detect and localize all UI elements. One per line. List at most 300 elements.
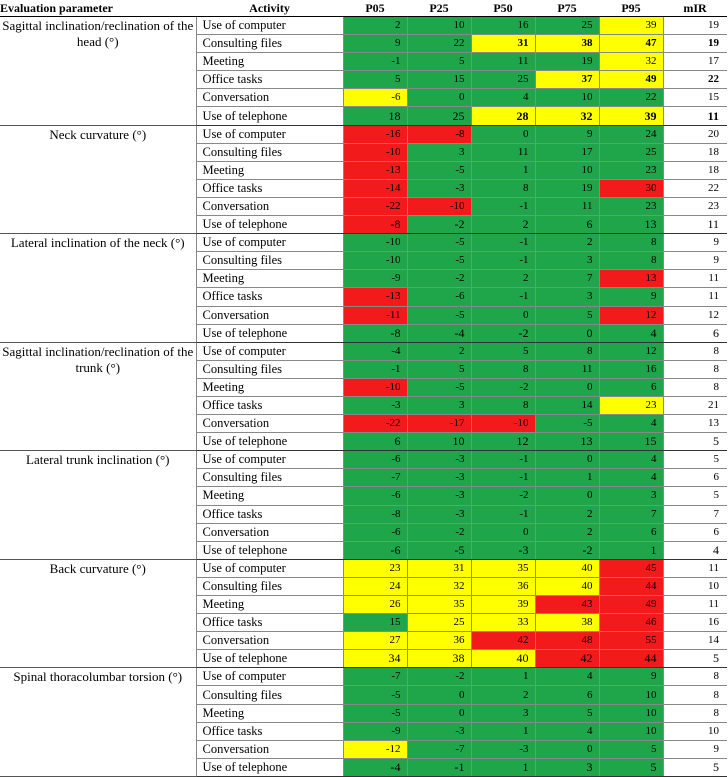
table-row bbox=[0, 17, 727, 35]
header-p25: P25 bbox=[407, 0, 471, 17]
mir-value-cell: 10 bbox=[663, 722, 727, 740]
evaluation-parameter-cell: Spinal thoracolumbar torsion (°) bbox=[0, 668, 196, 777]
p75-value-cell: 42 bbox=[535, 650, 599, 668]
mir-value-cell: 4 bbox=[663, 541, 727, 559]
p25-value-cell: -1 bbox=[407, 758, 471, 776]
p25-value-cell: -3 bbox=[407, 722, 471, 740]
p50-value-cell: 33 bbox=[471, 614, 535, 632]
p75-value-cell: 4 bbox=[535, 722, 599, 740]
p25-value-cell: 25 bbox=[407, 614, 471, 632]
p50-value-cell: -1 bbox=[471, 505, 535, 523]
p50-value-cell: 1 bbox=[471, 722, 535, 740]
activity-cell: Use of computer bbox=[196, 125, 343, 143]
activity-cell: Use of computer bbox=[196, 451, 343, 469]
table-row bbox=[0, 342, 727, 360]
activity-cell: Conversation bbox=[196, 523, 343, 541]
p95-value-cell: 25 bbox=[599, 143, 663, 161]
p95-value-cell: 4 bbox=[599, 415, 663, 433]
mir-value-cell: 18 bbox=[663, 143, 727, 161]
p25-value-cell: 0 bbox=[407, 89, 471, 107]
p75-value-cell: 25 bbox=[535, 17, 599, 35]
p75-value-cell: 38 bbox=[535, 35, 599, 53]
p50-value-cell: -1 bbox=[471, 451, 535, 469]
table-row bbox=[0, 559, 727, 577]
mir-value-cell: 16 bbox=[663, 614, 727, 632]
table-header bbox=[0, 0, 727, 17]
p50-value-cell: 11 bbox=[471, 53, 535, 71]
p25-value-cell: -7 bbox=[407, 740, 471, 758]
p50-value-cell: 39 bbox=[471, 596, 535, 614]
p50-value-cell: -1 bbox=[471, 288, 535, 306]
p75-value-cell: 5 bbox=[535, 306, 599, 324]
table-row bbox=[0, 451, 727, 469]
mir-value-cell: 5 bbox=[663, 451, 727, 469]
p05-value-cell: 15 bbox=[343, 614, 407, 632]
p50-value-cell: -10 bbox=[471, 415, 535, 433]
p50-value-cell: 1 bbox=[471, 668, 535, 686]
p05-value-cell: -13 bbox=[343, 161, 407, 179]
p50-value-cell: 1 bbox=[471, 758, 535, 776]
activity-cell: Meeting bbox=[196, 270, 343, 288]
p25-value-cell: -3 bbox=[407, 469, 471, 487]
table-body bbox=[0, 17, 727, 777]
table-row bbox=[0, 125, 727, 143]
p05-value-cell: 23 bbox=[343, 559, 407, 577]
p75-value-cell: 2 bbox=[535, 523, 599, 541]
p50-value-cell: -3 bbox=[471, 541, 535, 559]
p05-value-cell: -4 bbox=[343, 758, 407, 776]
p05-value-cell: -14 bbox=[343, 179, 407, 197]
p25-value-cell: 3 bbox=[407, 143, 471, 161]
p25-value-cell: 15 bbox=[407, 71, 471, 89]
p50-value-cell: 8 bbox=[471, 360, 535, 378]
mir-value-cell: 22 bbox=[663, 71, 727, 89]
p50-value-cell: -2 bbox=[471, 487, 535, 505]
p95-value-cell: 10 bbox=[599, 704, 663, 722]
activity-cell: Office tasks bbox=[196, 288, 343, 306]
mir-value-cell: 10 bbox=[663, 577, 727, 595]
p50-value-cell: 28 bbox=[471, 107, 535, 125]
activity-cell: Conversation bbox=[196, 306, 343, 324]
p25-value-cell: -17 bbox=[407, 415, 471, 433]
p95-value-cell: 22 bbox=[599, 89, 663, 107]
mir-value-cell: 6 bbox=[663, 469, 727, 487]
p25-value-cell: -3 bbox=[407, 179, 471, 197]
p05-value-cell: -7 bbox=[343, 469, 407, 487]
p50-value-cell: 0 bbox=[471, 523, 535, 541]
p75-value-cell: 14 bbox=[535, 396, 599, 414]
p05-value-cell: 5 bbox=[343, 71, 407, 89]
p50-value-cell: 0 bbox=[471, 306, 535, 324]
p95-value-cell: 23 bbox=[599, 161, 663, 179]
p75-value-cell: 3 bbox=[535, 288, 599, 306]
p05-value-cell: -1 bbox=[343, 53, 407, 71]
p25-value-cell: -2 bbox=[407, 270, 471, 288]
p50-value-cell: 36 bbox=[471, 577, 535, 595]
p25-value-cell: -2 bbox=[407, 523, 471, 541]
mir-value-cell: 8 bbox=[663, 360, 727, 378]
p25-value-cell: -5 bbox=[407, 161, 471, 179]
activity-cell: Consulting files bbox=[196, 360, 343, 378]
p25-value-cell: -8 bbox=[407, 125, 471, 143]
p50-value-cell: -1 bbox=[471, 234, 535, 252]
activity-cell: Consulting files bbox=[196, 577, 343, 595]
p05-value-cell: -3 bbox=[343, 396, 407, 414]
activity-cell: Use of telephone bbox=[196, 758, 343, 776]
p75-value-cell: -2 bbox=[535, 541, 599, 559]
mir-value-cell: 5 bbox=[663, 650, 727, 668]
p75-value-cell: 19 bbox=[535, 53, 599, 71]
activity-cell: Meeting bbox=[196, 704, 343, 722]
mir-value-cell: 11 bbox=[663, 107, 727, 125]
p05-value-cell: -6 bbox=[343, 451, 407, 469]
activity-cell: Meeting bbox=[196, 487, 343, 505]
p25-value-cell: 22 bbox=[407, 35, 471, 53]
p25-value-cell: -5 bbox=[407, 306, 471, 324]
p95-value-cell: 5 bbox=[599, 758, 663, 776]
mir-value-cell: 12 bbox=[663, 306, 727, 324]
activity-cell: Consulting files bbox=[196, 35, 343, 53]
activity-cell: Conversation bbox=[196, 740, 343, 758]
p05-value-cell: -9 bbox=[343, 270, 407, 288]
p75-value-cell: 37 bbox=[535, 71, 599, 89]
p25-value-cell: 2 bbox=[407, 342, 471, 360]
header-row bbox=[0, 0, 727, 17]
p95-value-cell: 24 bbox=[599, 125, 663, 143]
p25-value-cell: 38 bbox=[407, 650, 471, 668]
activity-cell: Office tasks bbox=[196, 614, 343, 632]
mir-value-cell: 8 bbox=[663, 668, 727, 686]
evaluation-parameter-cell: Lateral trunk inclination (°) bbox=[0, 451, 196, 560]
p95-value-cell: 23 bbox=[599, 396, 663, 414]
mir-value-cell: 8 bbox=[663, 378, 727, 396]
p05-value-cell: -16 bbox=[343, 125, 407, 143]
activity-cell: Meeting bbox=[196, 53, 343, 71]
mir-value-cell: 9 bbox=[663, 234, 727, 252]
p75-value-cell: 2 bbox=[535, 234, 599, 252]
p95-value-cell: 10 bbox=[599, 722, 663, 740]
p95-value-cell: 46 bbox=[599, 614, 663, 632]
p05-value-cell: -8 bbox=[343, 216, 407, 234]
p25-value-cell: 3 bbox=[407, 396, 471, 414]
p95-value-cell: 9 bbox=[599, 288, 663, 306]
header-activity: Activity bbox=[196, 0, 343, 17]
p95-value-cell: 44 bbox=[599, 577, 663, 595]
p50-value-cell: -1 bbox=[471, 197, 535, 215]
p75-value-cell: 6 bbox=[535, 686, 599, 704]
p95-value-cell: 55 bbox=[599, 632, 663, 650]
p25-value-cell: -5 bbox=[407, 378, 471, 396]
mir-value-cell: 11 bbox=[663, 270, 727, 288]
header-p75: P75 bbox=[535, 0, 599, 17]
p25-value-cell: -3 bbox=[407, 451, 471, 469]
mir-value-cell: 18 bbox=[663, 161, 727, 179]
p50-value-cell: 2 bbox=[471, 216, 535, 234]
p05-value-cell: -8 bbox=[343, 505, 407, 523]
p95-value-cell: 23 bbox=[599, 197, 663, 215]
p50-value-cell: 40 bbox=[471, 650, 535, 668]
mir-value-cell: 8 bbox=[663, 686, 727, 704]
evaluation-parameter-cell: Neck curvature (°) bbox=[0, 125, 196, 234]
p75-value-cell: 10 bbox=[535, 89, 599, 107]
p50-value-cell: 35 bbox=[471, 559, 535, 577]
activity-cell: Use of telephone bbox=[196, 324, 343, 342]
mir-value-cell: 6 bbox=[663, 523, 727, 541]
mir-value-cell: 14 bbox=[663, 632, 727, 650]
mir-value-cell: 6 bbox=[663, 324, 727, 342]
p75-value-cell: 32 bbox=[535, 107, 599, 125]
p50-value-cell: 4 bbox=[471, 89, 535, 107]
p95-value-cell: 13 bbox=[599, 216, 663, 234]
p50-value-cell: -2 bbox=[471, 378, 535, 396]
mir-value-cell: 5 bbox=[663, 758, 727, 776]
p05-value-cell: -22 bbox=[343, 197, 407, 215]
p75-value-cell: 9 bbox=[535, 125, 599, 143]
p25-value-cell: -3 bbox=[407, 487, 471, 505]
mir-value-cell: 9 bbox=[663, 252, 727, 270]
p75-value-cell: 5 bbox=[535, 704, 599, 722]
evaluation-parameter-cell: Sagittal inclination/reclination of the trunk (°) bbox=[0, 342, 196, 451]
p95-value-cell: 5 bbox=[599, 740, 663, 758]
p05-value-cell: -10 bbox=[343, 234, 407, 252]
evaluation-parameter-cell: Sagittal inclination/reclination of the head (°) bbox=[0, 17, 196, 126]
mir-value-cell: 15 bbox=[663, 89, 727, 107]
p25-value-cell: 10 bbox=[407, 433, 471, 451]
p05-value-cell: -22 bbox=[343, 415, 407, 433]
header-p95: P95 bbox=[599, 0, 663, 17]
activity-cell: Office tasks bbox=[196, 505, 343, 523]
p75-value-cell: 11 bbox=[535, 360, 599, 378]
mir-value-cell: 13 bbox=[663, 415, 727, 433]
p95-value-cell: 6 bbox=[599, 523, 663, 541]
p05-value-cell: 18 bbox=[343, 107, 407, 125]
p95-value-cell: 15 bbox=[599, 433, 663, 451]
p25-value-cell: 36 bbox=[407, 632, 471, 650]
mir-value-cell: 11 bbox=[663, 596, 727, 614]
p05-value-cell: 6 bbox=[343, 433, 407, 451]
p75-value-cell: 1 bbox=[535, 469, 599, 487]
p05-value-cell: -6 bbox=[343, 487, 407, 505]
p25-value-cell: -5 bbox=[407, 234, 471, 252]
p25-value-cell: 35 bbox=[407, 596, 471, 614]
table-row bbox=[0, 668, 727, 686]
activity-cell: Meeting bbox=[196, 378, 343, 396]
p05-value-cell: -10 bbox=[343, 143, 407, 161]
activity-cell: Use of computer bbox=[196, 234, 343, 252]
p25-value-cell: 10 bbox=[407, 17, 471, 35]
p05-value-cell: -6 bbox=[343, 89, 407, 107]
p50-value-cell: 3 bbox=[471, 704, 535, 722]
p05-value-cell: -13 bbox=[343, 288, 407, 306]
mir-value-cell: 19 bbox=[663, 17, 727, 35]
p05-value-cell: -1 bbox=[343, 360, 407, 378]
p50-value-cell: 16 bbox=[471, 17, 535, 35]
p75-value-cell: 2 bbox=[535, 505, 599, 523]
p95-value-cell: 39 bbox=[599, 17, 663, 35]
activity-cell: Conversation bbox=[196, 415, 343, 433]
p50-value-cell: -1 bbox=[471, 252, 535, 270]
mir-value-cell: 23 bbox=[663, 197, 727, 215]
p50-value-cell: 2 bbox=[471, 686, 535, 704]
p05-value-cell: -11 bbox=[343, 306, 407, 324]
p25-value-cell: 0 bbox=[407, 686, 471, 704]
evaluation-parameter-cell: Back curvature (°) bbox=[0, 559, 196, 668]
activity-cell: Use of telephone bbox=[196, 433, 343, 451]
p25-value-cell: 31 bbox=[407, 559, 471, 577]
p75-value-cell: 0 bbox=[535, 324, 599, 342]
p25-value-cell: -4 bbox=[407, 324, 471, 342]
p50-value-cell: 42 bbox=[471, 632, 535, 650]
p95-value-cell: 8 bbox=[599, 252, 663, 270]
p05-value-cell: -12 bbox=[343, 740, 407, 758]
p05-value-cell: 9 bbox=[343, 35, 407, 53]
p05-value-cell: 2 bbox=[343, 17, 407, 35]
mir-value-cell: 21 bbox=[663, 396, 727, 414]
p05-value-cell: -9 bbox=[343, 722, 407, 740]
p75-value-cell: 40 bbox=[535, 577, 599, 595]
activity-cell: Meeting bbox=[196, 596, 343, 614]
p05-value-cell: -8 bbox=[343, 324, 407, 342]
p75-value-cell: 11 bbox=[535, 197, 599, 215]
activity-cell: Use of telephone bbox=[196, 541, 343, 559]
p05-value-cell: 24 bbox=[343, 577, 407, 595]
p05-value-cell: -5 bbox=[343, 686, 407, 704]
activity-cell: Use of computer bbox=[196, 17, 343, 35]
p95-value-cell: 4 bbox=[599, 469, 663, 487]
p75-value-cell: 8 bbox=[535, 342, 599, 360]
p95-value-cell: 45 bbox=[599, 559, 663, 577]
p05-value-cell: -5 bbox=[343, 704, 407, 722]
activity-cell: Consulting files bbox=[196, 469, 343, 487]
header-evaluation-parameter: Evaluation parameter bbox=[0, 0, 196, 17]
mir-value-cell: 17 bbox=[663, 53, 727, 71]
p50-value-cell: -2 bbox=[471, 324, 535, 342]
p25-value-cell: 5 bbox=[407, 360, 471, 378]
p95-value-cell: 12 bbox=[599, 342, 663, 360]
p75-value-cell: 17 bbox=[535, 143, 599, 161]
p50-value-cell: 5 bbox=[471, 342, 535, 360]
p75-value-cell: 10 bbox=[535, 161, 599, 179]
p05-value-cell: 26 bbox=[343, 596, 407, 614]
mir-value-cell: 20 bbox=[663, 125, 727, 143]
activity-cell: Use of computer bbox=[196, 559, 343, 577]
p25-value-cell: 25 bbox=[407, 107, 471, 125]
p50-value-cell: 12 bbox=[471, 433, 535, 451]
activity-cell: Use of telephone bbox=[196, 107, 343, 125]
p05-value-cell: -10 bbox=[343, 252, 407, 270]
activity-cell: Conversation bbox=[196, 632, 343, 650]
p25-value-cell: 32 bbox=[407, 577, 471, 595]
p50-value-cell: -1 bbox=[471, 469, 535, 487]
p25-value-cell: -6 bbox=[407, 288, 471, 306]
activity-cell: Use of telephone bbox=[196, 650, 343, 668]
p95-value-cell: 12 bbox=[599, 306, 663, 324]
p95-value-cell: 39 bbox=[599, 107, 663, 125]
p95-value-cell: 16 bbox=[599, 360, 663, 378]
mir-value-cell: 5 bbox=[663, 487, 727, 505]
mir-value-cell: 7 bbox=[663, 505, 727, 523]
p95-value-cell: 4 bbox=[599, 324, 663, 342]
p75-value-cell: 0 bbox=[535, 487, 599, 505]
p95-value-cell: 6 bbox=[599, 378, 663, 396]
p75-value-cell: 48 bbox=[535, 632, 599, 650]
mir-value-cell: 9 bbox=[663, 740, 727, 758]
p25-value-cell: -3 bbox=[407, 505, 471, 523]
activity-cell: Consulting files bbox=[196, 686, 343, 704]
p25-value-cell: -2 bbox=[407, 216, 471, 234]
activity-cell: Use of computer bbox=[196, 668, 343, 686]
p95-value-cell: 47 bbox=[599, 35, 663, 53]
p75-value-cell: 13 bbox=[535, 433, 599, 451]
p05-value-cell: -6 bbox=[343, 523, 407, 541]
p05-value-cell: -10 bbox=[343, 378, 407, 396]
header-p50: P50 bbox=[471, 0, 535, 17]
p05-value-cell: 34 bbox=[343, 650, 407, 668]
p50-value-cell: 0 bbox=[471, 125, 535, 143]
p05-value-cell: -6 bbox=[343, 541, 407, 559]
p75-value-cell: 0 bbox=[535, 451, 599, 469]
p75-value-cell: 0 bbox=[535, 740, 599, 758]
p95-value-cell: 10 bbox=[599, 686, 663, 704]
activity-cell: Use of computer bbox=[196, 342, 343, 360]
p95-value-cell: 3 bbox=[599, 487, 663, 505]
activity-cell: Use of telephone bbox=[196, 216, 343, 234]
p75-value-cell: 19 bbox=[535, 179, 599, 197]
p75-value-cell: -5 bbox=[535, 415, 599, 433]
p75-value-cell: 3 bbox=[535, 252, 599, 270]
activity-cell: Conversation bbox=[196, 197, 343, 215]
p95-value-cell: 49 bbox=[599, 71, 663, 89]
mir-value-cell: 22 bbox=[663, 179, 727, 197]
activity-cell: Office tasks bbox=[196, 71, 343, 89]
activity-cell: Office tasks bbox=[196, 396, 343, 414]
p50-value-cell: 1 bbox=[471, 161, 535, 179]
activity-cell: Consulting files bbox=[196, 252, 343, 270]
p75-value-cell: 4 bbox=[535, 668, 599, 686]
p50-value-cell: 31 bbox=[471, 35, 535, 53]
p50-value-cell: 8 bbox=[471, 396, 535, 414]
p95-value-cell: 4 bbox=[599, 451, 663, 469]
p50-value-cell: -3 bbox=[471, 740, 535, 758]
header-p05: P05 bbox=[343, 0, 407, 17]
p75-value-cell: 3 bbox=[535, 758, 599, 776]
p95-value-cell: 1 bbox=[599, 541, 663, 559]
p95-value-cell: 13 bbox=[599, 270, 663, 288]
table-row bbox=[0, 234, 727, 252]
activity-cell: Office tasks bbox=[196, 722, 343, 740]
mir-value-cell: 8 bbox=[663, 342, 727, 360]
mir-value-cell: 11 bbox=[663, 559, 727, 577]
p25-value-cell: 5 bbox=[407, 53, 471, 71]
header-mir: mIR bbox=[663, 0, 727, 17]
evaluation-parameter-cell: Lateral inclination of the neck (°) bbox=[0, 234, 196, 343]
p95-value-cell: 9 bbox=[599, 668, 663, 686]
mir-value-cell: 11 bbox=[663, 288, 727, 306]
activity-cell: Consulting files bbox=[196, 143, 343, 161]
p05-value-cell: 27 bbox=[343, 632, 407, 650]
activity-cell: Meeting bbox=[196, 161, 343, 179]
p75-value-cell: 0 bbox=[535, 378, 599, 396]
mir-value-cell: 19 bbox=[663, 35, 727, 53]
p05-value-cell: -7 bbox=[343, 668, 407, 686]
activity-cell: Office tasks bbox=[196, 179, 343, 197]
p25-value-cell: 0 bbox=[407, 704, 471, 722]
p75-value-cell: 38 bbox=[535, 614, 599, 632]
p75-value-cell: 6 bbox=[535, 216, 599, 234]
p50-value-cell: 8 bbox=[471, 179, 535, 197]
p25-value-cell: -5 bbox=[407, 541, 471, 559]
p05-value-cell: -4 bbox=[343, 342, 407, 360]
